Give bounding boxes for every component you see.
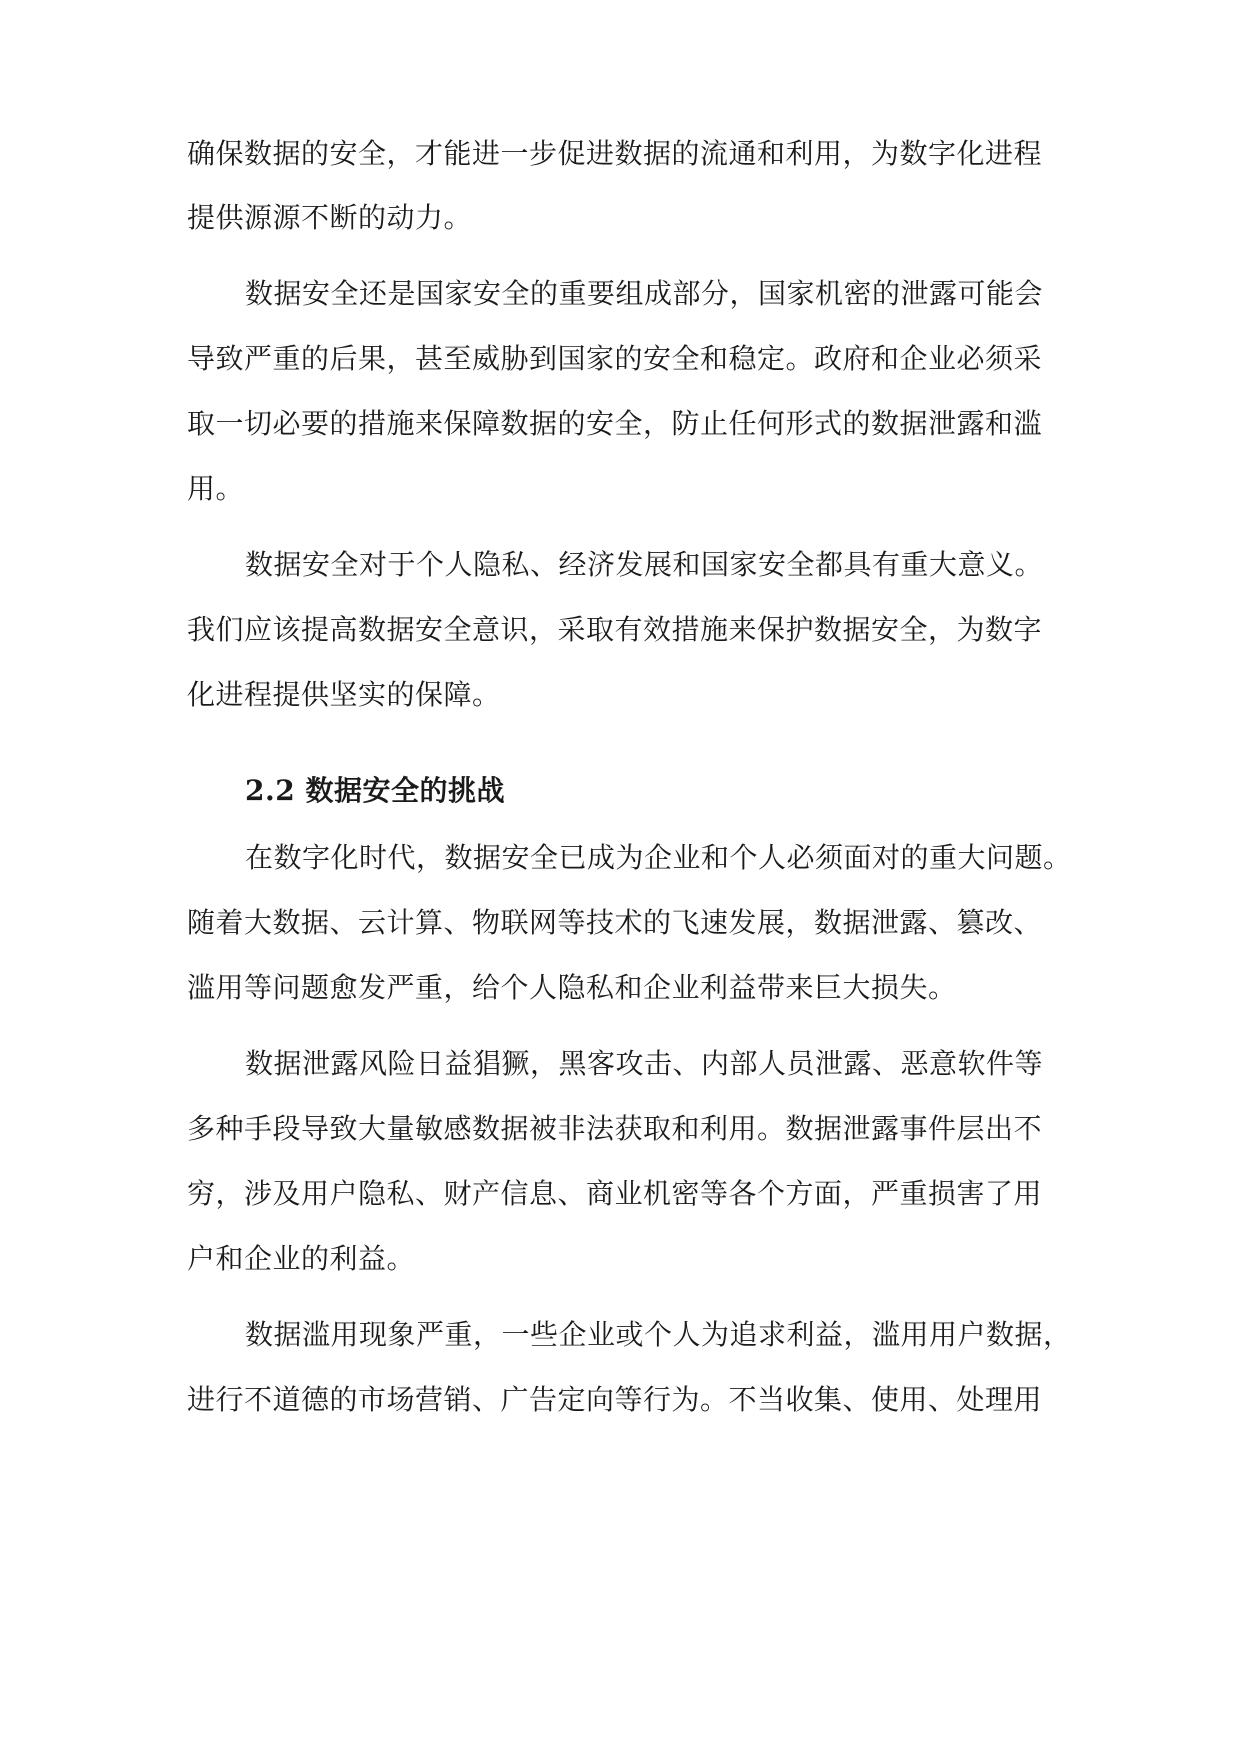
paragraph-line: 滥用等问题愈发严重，给个人隐私和企业利益带来巨大损失。 [187,971,957,1004]
paragraph-line: 户和企业的利益。 [187,1242,416,1275]
paragraph-line: 穷，涉及用户隐私、财产信息、商业机密等各个方面，严重损害了用 [187,1177,1043,1210]
paragraph-line: 我们应该提高数据安全意识，采取有效措施来保护数据安全，为数字 [187,613,1043,646]
paragraph-line: 数据泄露风险日益猖獗，黑客攻击、内部人员泄露、恶意软件等 [245,1047,1044,1080]
paragraph-line: 提供源源不断的动力。 [187,201,473,234]
paragraph-line: 数据安全还是国家安全的重要组成部分，国家机密的泄露可能会 [245,277,1044,310]
paragraph-line: 数据滥用现象严重，一些企业或个人为追求利益，滥用用户数据， [245,1318,1072,1351]
paragraph-line: 多种手段导致大量敏感数据被非法获取和利用。数据泄露事件层出不 [187,1112,1043,1145]
paragraph-line: 用。 [187,472,245,505]
section-heading: 2.2 数据安全的挑战 [245,774,505,807]
paragraph-line: 在数字化时代，数据安全已成为企业和个人必须面对的重大问题。 [245,841,1072,874]
paragraph-line: 确保数据的安全，才能进一步促进数据的流通和利用，为数字化进程 [187,137,1043,170]
paragraph-line: 化进程提供坚实的保障。 [187,678,501,711]
paragraph-line: 数据安全对于个人隐私、经济发展和国家安全都具有重大意义。 [245,548,1044,581]
paragraph-line: 随着大数据、云计算、物联网等技术的飞速发展，数据泄露、篡改、 [187,906,1043,939]
paragraph-line: 进行不道德的市场营销、广告定向等行为。不当收集、使用、处理用 [187,1383,1043,1416]
paragraph-line: 导致严重的后果，甚至威胁到国家的安全和稳定。政府和企业必须采 [187,342,1043,375]
paragraph-line: 取一切必要的措施来保障数据的安全，防止任何形式的数据泄露和滥 [187,407,1043,440]
